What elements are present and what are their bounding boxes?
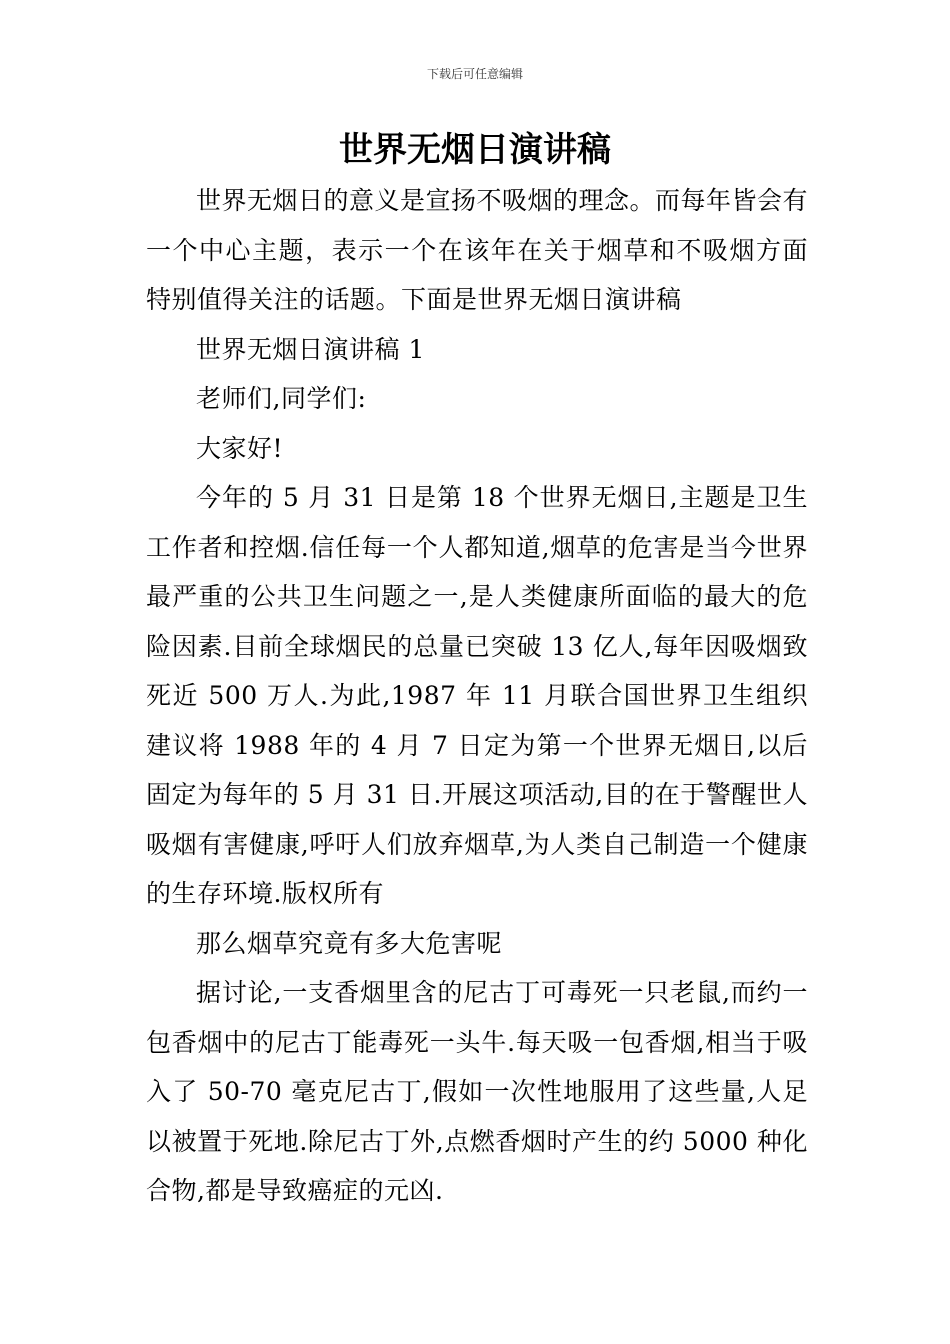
paragraph-salutation: 老师们,同学们: (196, 384, 367, 413)
document-title: 世界无烟日演讲稿 (339, 130, 611, 170)
paragraph-speech-heading: 世界无烟日演讲稿 1 (196, 334, 425, 364)
paragraph-greeting: 大家好! (196, 433, 284, 463)
document-body (146, 176, 808, 1216)
paragraph-harm: 据讨论,一支香烟里含的尼古丁可毒死一只老鼠,而约一包香烟中的尼古丁能毒死一头牛.每天吸一包香烟,相当于吸入了 50-70 毫克尼古丁,假如一次性地服用了这些量,人足以被置于死地.除尼古丁外,点燃香烟时产生的约 5000 种化合物,都是导致癌症的元凶. (146, 978, 808, 1205)
paragraph-question: 那么烟草究竟有多大危害呢 (196, 928, 503, 958)
paragraph-intro: 世界无烟日的意义是宣扬不吸烟的理念。而每年皆会有一个中心主题，表示一个在该年在关于烟草和不吸烟方面特别值得关注的话题。下面是世界无烟日演讲稿 (146, 186, 809, 314)
paragraph-background: 今年的 5 月 31 日是第 18 个世界无烟日,主题是卫生工作者和控烟.信任每一个人都知道,烟草的危害是当今世界最严重的公共卫生问题之一,是人类健康所面临的最大的危险因素.目前全球烟民的总量已突破 13 亿人,每年因吸烟致死近 500 万人.为此,1987 年 11 月联合国世界卫生组织建议将 1988 年的 4 月 7 日定为第一个世界无烟日,以后固定为每年的 5 月 31 日.开展这项活动,目的在于警醒世人吸烟有害健康,呼吁人们放弃烟草,为人类自己制造一个健康的生存环境.版权所有 (146, 483, 808, 908)
header-note: 下载后可任意编辑 (426, 67, 523, 81)
